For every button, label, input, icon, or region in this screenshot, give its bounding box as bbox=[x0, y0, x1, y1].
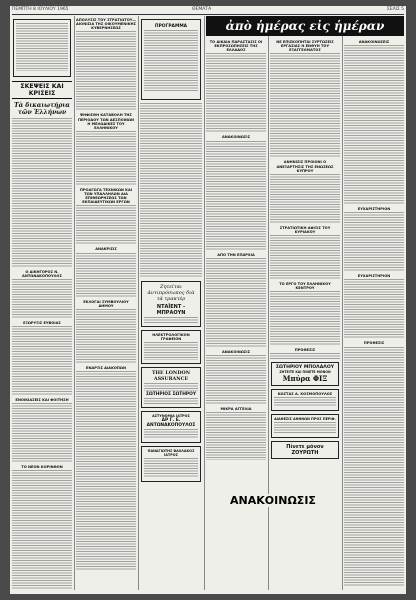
headline-5-1: ΝΕ ΕΠΙΣΚΟΠΗΤΑΙ ΣΥΡΤΩΣΕΙΣ ΕΡΓΑΣΙΑΣ Η ΕΝΘΥΗ ΤΟΥ ΕΞΑΓΓΕΛΜΑΤΟΣ bbox=[276, 40, 334, 53]
program-title: ΠΡΟΓΡΑΜΜΑ bbox=[154, 24, 188, 29]
headline-5-2: ΑΝΗΝΙΣΙΣ ΠΡΟΙΟΝΙ Ο ΑΝΕΞΑΡΤΗΣΙΣ ΤΗΣ ΕΝΩΣΕΩΣ ΚΥΠΡΟΥ bbox=[276, 160, 334, 173]
ad-insurance bbox=[141, 367, 201, 408]
ad-distribution bbox=[271, 414, 339, 438]
headline-4-2: ΑΝΑΚΟΙΝΩΣΙΣ bbox=[221, 135, 251, 140]
headline-2-6: ΕΝΑΡΞΙΣ ΔΙΑΚΟΠΩΝ bbox=[85, 365, 126, 370]
headline-5-5: ΠΡΟΘΕΣΙΣ bbox=[294, 348, 316, 353]
column-5 bbox=[270, 38, 340, 590]
masthead-box bbox=[13, 19, 71, 77]
ad-zouroti-text: Πίνετε μόνον ΖΟΥΡΩΤΗ bbox=[286, 444, 324, 457]
ad-zouroti bbox=[271, 441, 339, 459]
header-page: ΣΕΛΙΣ 5 bbox=[386, 7, 404, 12]
ad-tractor-title: Ζητεῖται ἀντιπρόσωπος διὰ τὰ τρακτέρ bbox=[147, 284, 195, 302]
ad-tractor bbox=[141, 281, 201, 327]
ad-kosmopoulos bbox=[271, 389, 339, 411]
banner-title: ἀπὸ ἡμέρας εἰς ἡμέραν bbox=[206, 16, 404, 36]
section-title: ΣΚΕΨΕΙΣ ΚΑΙ ΚΡΙΣΕΙΣ bbox=[12, 81, 72, 99]
ad-beer-sub: ΖΗΤΕΙΤΕ ΚΑΙ ΠΙΝΕΤΕ ΜΟΝΟΝ bbox=[279, 370, 331, 375]
headline-6-2: ΕΥΧΑΡΙΣΤΗΡΙΟΝ bbox=[357, 207, 391, 212]
column-1 bbox=[12, 16, 72, 590]
headline-2-5: ΕΚΛΟΓΑΙ ΣΥΜΒΟΥΛΙΟΥ ΔΗΜΟΥ bbox=[83, 299, 129, 308]
headline-2-1: ΑΠΟΛΥΣΙΣ ΤΟΥ ΣΤΡΑΤΙΩΤΟΥ—ΔΙΟΝΙΣΙΑ ΤΗΣ ΟΙΚΟΥΜΕΝΙΚΗΣ ΚΥΒΕΡΝΗΣΕΩΣ bbox=[76, 18, 136, 31]
ad-doctor-name: ΔΡ Γ. Ε. ΑΝΤΩΝΑΚΟΠΟΥΛΟΣ bbox=[146, 418, 196, 428]
headline-5-3: ΣΤΡΑΤΙΩΤΙΚΗ ΑΦΙΞΙΣ ΤΟΥ ΚΥΡΙΑΚΟΥ bbox=[279, 225, 331, 234]
headline-6-3: ΕΥΧΑΡΙΣΤΗΡΙΟΝ bbox=[357, 274, 391, 279]
headline-4-1: ΤΟ ΔΙΚΑΙΑ ΠΑΡΑΣΤΑΣΙΣ ΟΙ ΕΚΠΡΟΣΩΠΗΣΕΙΣ ΤΗΣ ΕΛΛΑΔΟΣ bbox=[209, 40, 263, 53]
ad-insurance-agent: ΣΩΤΗΡΙΟΣ ΣΩΤΗΡΟΥ bbox=[145, 392, 197, 397]
ad-beer-company: ΣΩΤΗΡΙΟΥ ΜΠΟΛΑΛΟΥ bbox=[275, 365, 335, 371]
ad-doctor-title: ΑΣΤΥΝΟΜΙΑ ΙΑΤΡΟΣ bbox=[152, 414, 190, 418]
headline-2-4: ΑΝΑΚΡΙΣΙΣ bbox=[95, 247, 117, 252]
program-box bbox=[141, 19, 201, 100]
headline-2-3: ΠΡΟΑΓΩΓΑ ΤΕΧΝΙΚΩΝ ΚΑΙ ΤΩΝ ΥΠΑΛΛΗΛΩΝ ΔΙΑ ΕΠΙΘΕΩΡΗΣΕΩΣ ΤΩΝ ΕΚΠΑΙΔΕΥΤΙΚΩΝ ΕΡΓΩΝ bbox=[79, 187, 133, 205]
ad-kosmopoulos-title: ΚΩΣΤΑΣ Α. ΚΟΣΜΟΠΟΥΛΟΣ bbox=[277, 392, 333, 397]
headline-2-2: ΨΗΦΙΣΘΗ ΚΑΤΑΒΟΛΗ ΤΗΣ ΠΕΡΙΟΔΟΥ ΤΩΝ ΔΕΣΠΟΙΝΩΝ Η ΜΕΛΩΔΙΚΕΣ ΤΟΥ ΕΛΛΗΝΙΚΟΥ bbox=[77, 113, 135, 130]
ad-doctor-2 bbox=[141, 446, 201, 482]
headline-6-4: ΠΡΟΘΕΣΙΣ bbox=[363, 341, 385, 346]
ad-distribution-title: ΔΙΑΘΕΣΙΣ ΑΘΗΝΩΝ ΠΡΟΣ ΠΕΡΙΦ. bbox=[274, 417, 336, 422]
column-4 bbox=[206, 38, 266, 590]
headline-6-1: ΑΝΑΚΟΙΝΩΣΕΙΣ bbox=[358, 40, 390, 44]
subhead-2: ΕΝΟΙΚΙΑΣΕΙΣ ΚΑΙ ΦΟΙΤΗΣΗ bbox=[15, 398, 69, 403]
ad-beer-brand: Μπύρα ΦΙΞ bbox=[282, 374, 328, 384]
headline-4-3: ΑΠΟ ΤΗΝ ΕΠΑΡΧΙΑ bbox=[217, 252, 255, 257]
byline: Ο ΔΙΚΗΓΟΡΟΣ Ν. ΑΝΤΩΝΑΚΟΠΟΥΛΟΣ bbox=[22, 269, 62, 278]
ad-beer bbox=[271, 362, 339, 386]
header-date: ΠΕΜΠΤΗ 8 ΙΟΥΛΙΟΥ 1965 bbox=[12, 7, 69, 12]
column-6 bbox=[344, 38, 404, 590]
subhead-1: ΕΞΩΡΥΞΙΣ ΕΥΒΟΙΑΣ bbox=[23, 321, 61, 326]
ad-insurance-title: THE LONDON ASSURANCE bbox=[151, 370, 191, 382]
feature-title: Τὰ δικαιωτήρια τῶν Ἑλλήνων bbox=[14, 102, 70, 116]
announcements-heading: ΑΝΑΚΟΙΝΩΣΙΣ bbox=[206, 494, 340, 507]
ad-doctor bbox=[141, 411, 201, 443]
newspaper-page bbox=[10, 6, 406, 594]
ad-electrical bbox=[141, 330, 201, 364]
headline-5-4: ΤΟ ΕΡΓΟ ΤΟΥ ΕΛΛΗΝΙΚΟΥ ΚΕΝΤΡΟΥ bbox=[279, 282, 331, 291]
headline-4-4: ΑΝΑΚΟΙΝΩΣΙΣ bbox=[221, 349, 251, 354]
column-3 bbox=[140, 16, 202, 590]
headline-4-5: ΜΙΚΡΑ ΑΓΓΕΛΙΑ bbox=[220, 406, 252, 411]
ad-tractor-brand: ΝΤΑΪΕΝΤ - ΜΠΡΑΟΥΝ bbox=[156, 304, 186, 316]
column-2 bbox=[76, 16, 136, 590]
ad-doctor-2-title: ΠΑΝΑΓΙΩΤΗΣ ΒΑΧΛΑΚΟΣ ΙΑΤΡΟΣ bbox=[147, 449, 195, 457]
ad-electrical-title: ΗΛΕΚΤΡΟΛΟΓΙΚΟΝ ΓΡΑΦΕΙΟΝ bbox=[152, 333, 190, 341]
subhead-3: ΤΟ ΝΕΟΝ ΚΟΡΙΝΘΟΝ bbox=[21, 465, 63, 470]
page-header bbox=[12, 6, 404, 15]
header-title: ΘΕΜΑΤΑ bbox=[192, 7, 212, 12]
